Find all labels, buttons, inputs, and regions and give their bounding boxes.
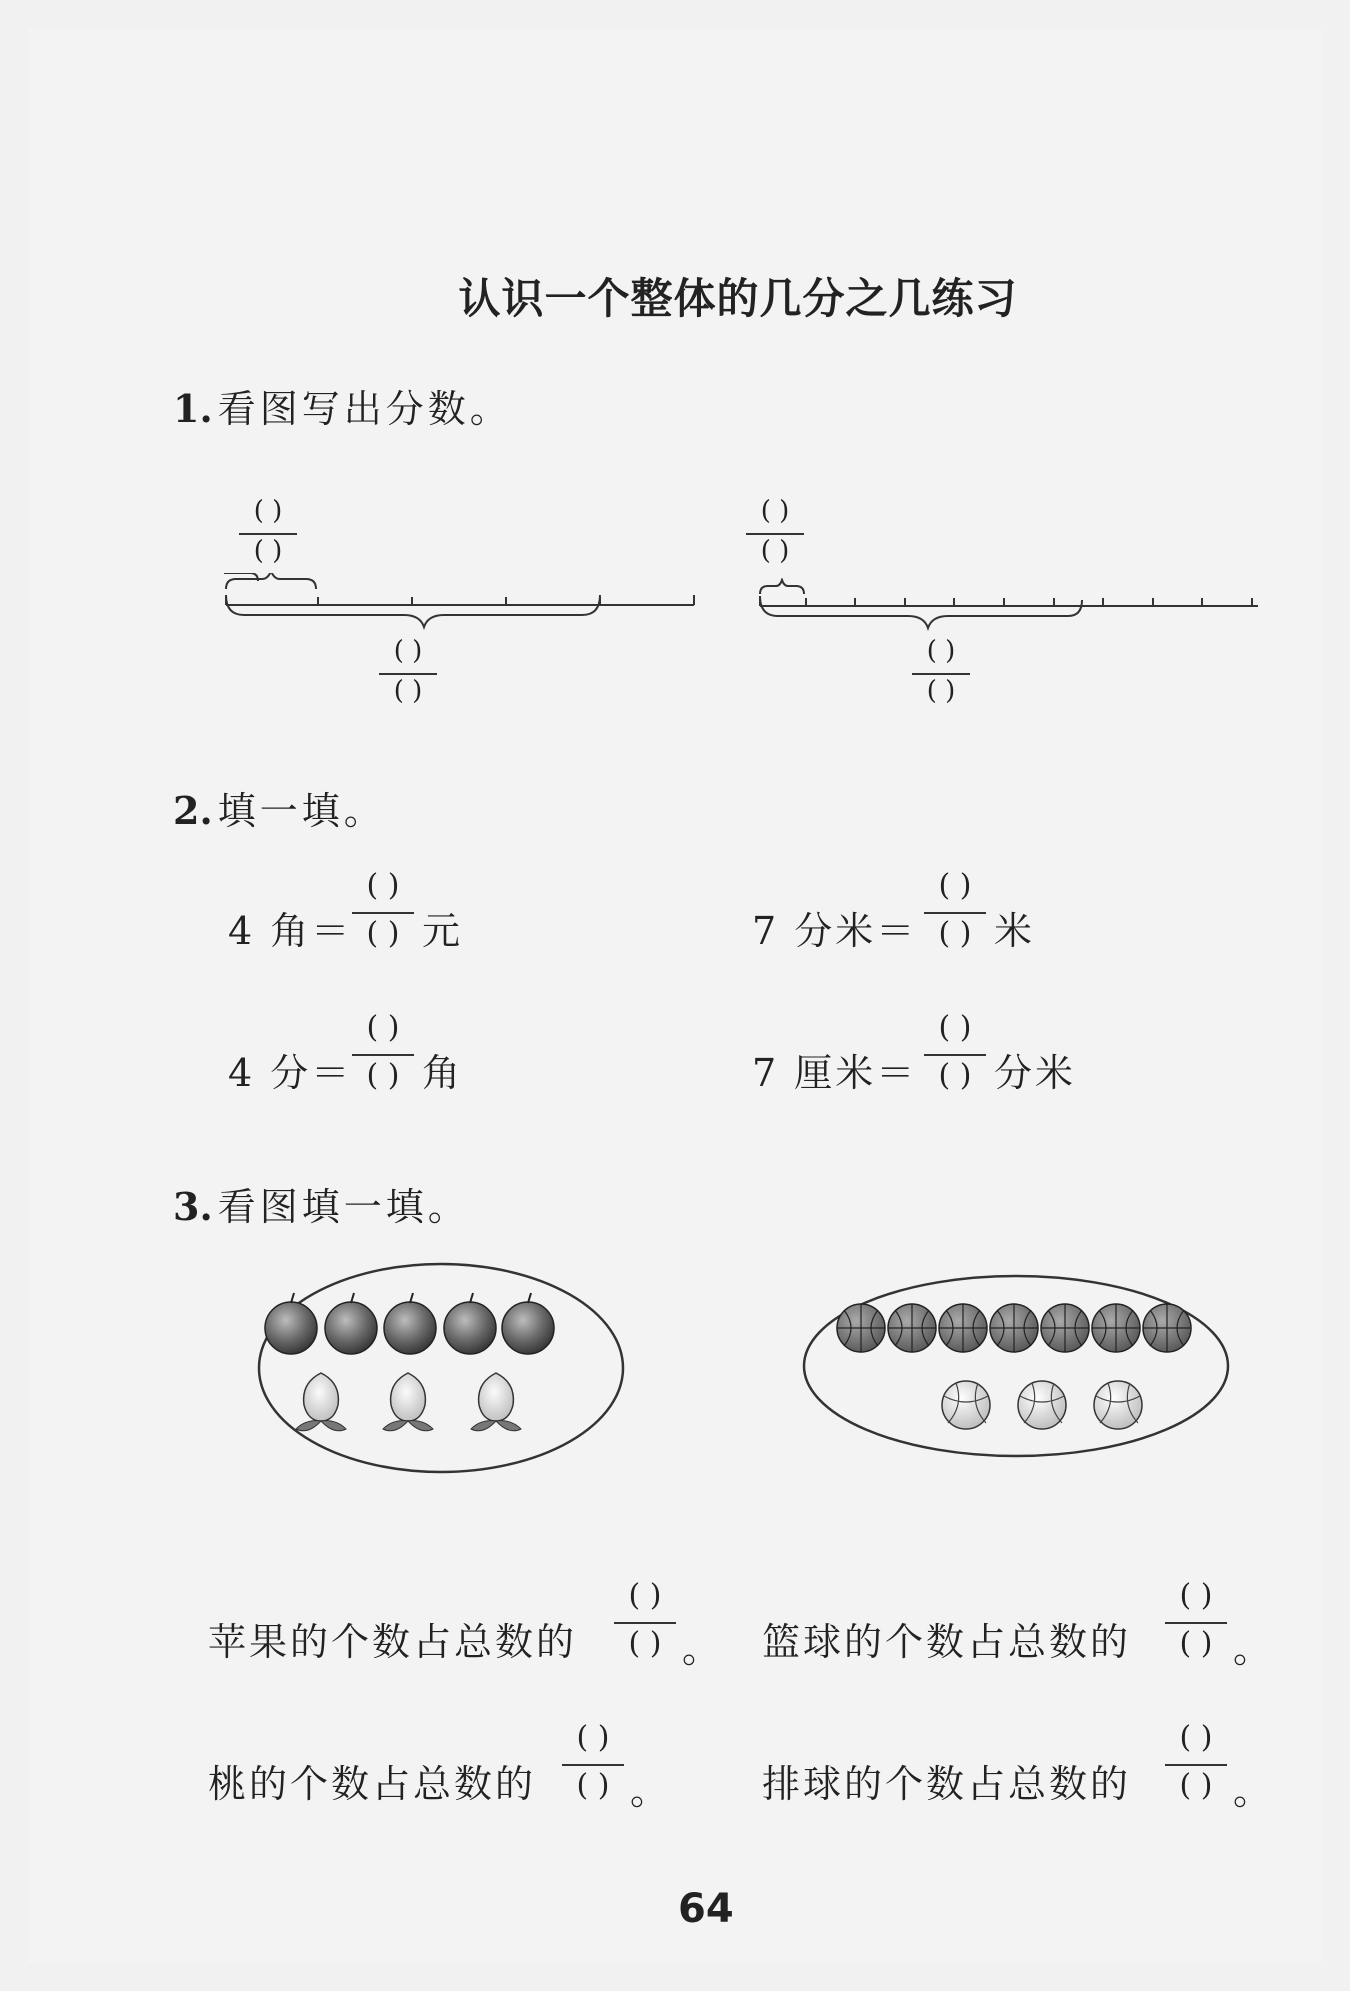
volleyball-icon [1018, 1381, 1066, 1429]
statement-end: 。 [630, 1769, 672, 1813]
worksheet-page [28, 28, 1322, 1963]
statement-end: 。 [1233, 1627, 1275, 1671]
basketball-icon [939, 1304, 987, 1352]
question-number: 1. [173, 386, 213, 431]
conversion-left: 4 角＝ [228, 909, 353, 953]
number-line-right [758, 578, 1278, 638]
conversion-unit: 米 [994, 909, 1036, 953]
question-3 [173, 1176, 470, 1231]
peach-icon [296, 1373, 346, 1431]
conversion-left: 7 分米＝ [752, 909, 918, 953]
apple-icon [502, 1293, 554, 1354]
conversion-unit: 角 [422, 1051, 464, 1095]
basketball-icon [1041, 1304, 1089, 1352]
conversion-left: 7 厘米＝ [752, 1051, 918, 1095]
question-2 [173, 780, 386, 835]
fruit-picture [246, 1253, 636, 1483]
answer-fraction-small-part-2[interactable]: ( ) ( ) [740, 496, 810, 576]
conversion-unit: 分米 [994, 1051, 1077, 1095]
basketball-icon [1092, 1304, 1140, 1352]
answer-fraction-large-part[interactable]: ( ) ( ) [373, 636, 443, 716]
question-text: 填一填。 [217, 789, 386, 833]
answer-fraction[interactable]: ( ) ( ) [348, 1010, 418, 1102]
basketball-icon [837, 1304, 885, 1352]
question-text: 看图填一填。 [217, 1185, 470, 1229]
answer-fraction-large-part-2[interactable]: ( ) ( ) [906, 636, 976, 716]
ball-picture [796, 1268, 1236, 1468]
basketball-icon [1143, 1304, 1191, 1352]
statement-text: 排球的个数占总数的 [762, 1762, 1132, 1806]
statement-text: 篮球的个数占总数的 [762, 1620, 1132, 1664]
basketball-icon [888, 1304, 936, 1352]
question-text: 看图写出分数。 [217, 387, 512, 431]
apple-icon [384, 1293, 436, 1354]
statement-text: 苹果的个数占总数的 [208, 1620, 578, 1664]
volleyball-icon [942, 1381, 990, 1429]
question-1 [173, 378, 512, 433]
question-number: 3. [173, 1184, 213, 1229]
volleyball-icon [1094, 1381, 1142, 1429]
conversion-unit: 元 [422, 909, 464, 953]
page-title: 认识一个整体的几分之几练习 [458, 274, 1018, 323]
answer-fraction[interactable]: ( ) ( ) [1161, 1720, 1231, 1812]
number-line-left [224, 573, 724, 633]
peach-icon [471, 1373, 521, 1431]
question-number: 2. [173, 788, 213, 833]
answer-fraction[interactable]: ( ) ( ) [920, 1010, 990, 1102]
statement-text: 桃的个数占总数的 [208, 1762, 537, 1806]
page-number: 64 [678, 1886, 734, 1932]
apple-icon [325, 1293, 377, 1354]
basketball-icon [990, 1304, 1038, 1352]
statement-end: 。 [682, 1627, 724, 1671]
answer-fraction-small-part[interactable]: ( ) ( ) [233, 496, 303, 576]
answer-fraction[interactable]: ( ) ( ) [920, 868, 990, 960]
answer-fraction[interactable]: ( ) ( ) [348, 868, 418, 960]
answer-fraction[interactable]: ( ) ( ) [610, 1578, 680, 1670]
statement-end: 。 [1233, 1769, 1275, 1813]
apple-icon [444, 1293, 496, 1354]
answer-fraction[interactable]: ( ) ( ) [558, 1720, 628, 1812]
peach-icon [383, 1373, 433, 1431]
conversion-left: 4 分＝ [228, 1051, 353, 1095]
apple-icon [265, 1293, 317, 1354]
answer-fraction[interactable]: ( ) ( ) [1161, 1578, 1231, 1670]
